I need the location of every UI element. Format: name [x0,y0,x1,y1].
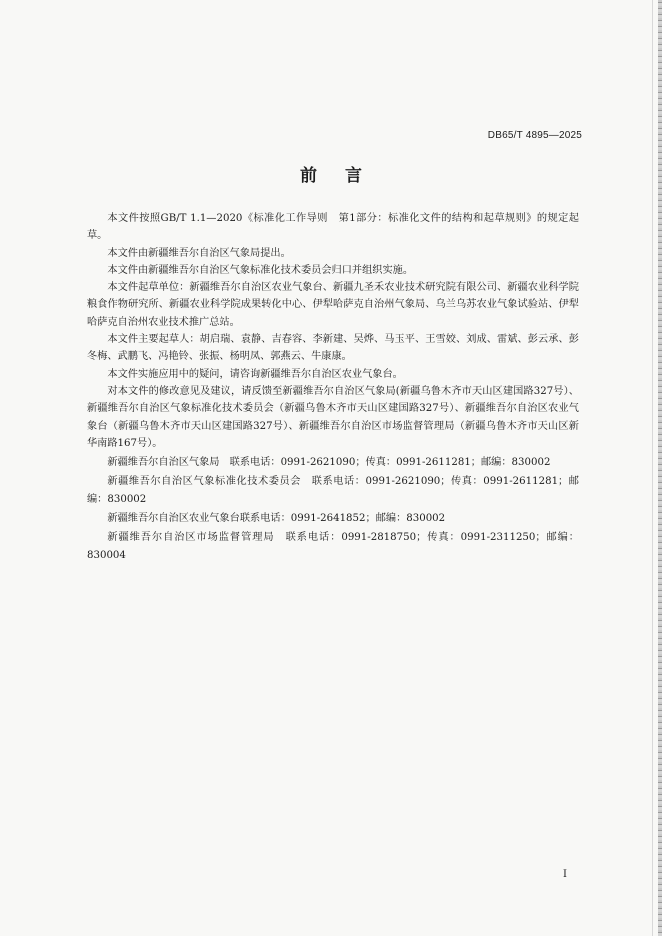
paragraph-proposer: 本文件由新疆维吾尔自治区气象局提出。 [107,247,291,259]
paragraph-drafters: 本文件主要起草人：胡启瑞、袁静、吉春容、李新建、吴烨、马玉平、王雪姣、刘成、雷斌、彭云承、彭冬梅、武鹏飞、冯艳铃、张振、杨明凤、郭燕云、牛康康。 [87,334,579,363]
scan-edge-strip [658,0,662,936]
paragraph-administrator: 本文件由新疆维吾尔自治区气象标准化技术委员会归口并组织实施。 [107,264,414,276]
paragraph-drafting-units: 本文件起草单位：新疆维吾尔自治区农业气象台、新疆九圣禾农业技术研究院有限公司、新疆农业科学院粮食作物研究所、新疆农业科学院成果转化中心、伊犁哈萨克自治州气象局、乌兰乌苏农业气象试验站、伊犁哈萨克自治州农业技术推广总站。 [87,282,579,328]
paragraph-drafting-rules: 本文件按照GB/T 1.1—2020《标准化工作导则 第1部分：标准化文件的结构和起草规则》的规定起草。 [87,213,579,242]
contact-meteorological-bureau: 新疆维吾尔自治区气象局 联系电话：0991-2621090；传真：0991-2611281；邮编：830002 [107,457,551,469]
page-title: 前言 [300,166,390,186]
document-body [87,210,579,564]
paragraph-feedback: 对本文件的修改意见及建议，请反馈至新疆维吾尔自治区气象局(新疆乌鲁木齐市天山区建国路327号）、新疆维吾尔自治区气象标准化技术委员会（新疆乌鲁木齐市天山区建国路327号）、新疆维吾尔自治区农业气象台（新疆乌鲁木齐市天山区建国路327号）、新疆维吾尔自治区市场监督管理局（新疆乌鲁木齐市天山区新华南路167号）。 [87,385,579,449]
page-number: I [563,869,567,880]
scan-edge-line [652,0,653,936]
document-code: DB65/T 4895—2025 [487,130,582,141]
paragraph-inquiries: 本文件实施应用中的疑问，请咨询新疆维吾尔自治区农业气象台。 [107,368,403,380]
contact-market-supervision-bureau: 新疆维吾尔自治区市场监督管理局 联系电话：0991-2818750；传真：0991-2311250；邮编：830004 [87,532,579,561]
contact-standardization-committee: 新疆维吾尔自治区气象标准化技术委员会 联系电话：0991-2621090；传真：0991-2611281；邮编：830002 [87,476,579,505]
contact-agro-meteorological-station: 新疆维吾尔自治区农业气象台联系电话：0991-2641852；邮编：830002 [107,513,446,525]
